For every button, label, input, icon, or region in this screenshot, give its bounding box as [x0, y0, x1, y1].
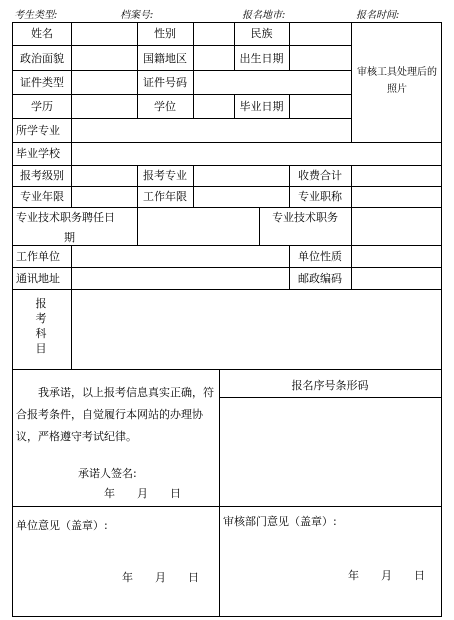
exam-major-label: 报考专业: [143, 169, 187, 182]
major-studied-label: 所学专业: [16, 124, 60, 137]
political-status-label: 政治面貌: [20, 52, 64, 65]
form-right-border: [441, 22, 442, 617]
professional-title-label: 专业职称: [298, 190, 342, 203]
name-label: 姓名: [31, 27, 53, 40]
native-place-label: 国籍地区: [143, 52, 187, 65]
file-number-label: 档案号:: [120, 10, 154, 21]
review-opinion-label: 审核部门意见（盖章）:: [223, 515, 337, 528]
gender-label: 性别: [154, 27, 176, 40]
photo-box-left-border: [351, 22, 352, 142]
pledge-date: 年 月 日: [104, 487, 181, 500]
registration-time-label: 报名时间:: [356, 10, 400, 21]
registration-location-label: 报名地市:: [242, 10, 286, 21]
id-type-label: 证件类型: [20, 76, 64, 89]
exam-level-label: 报考级别: [20, 169, 64, 182]
technical-post-label: 专业技术职务: [272, 211, 338, 224]
unit-opinion-label: 单位意见（盖章）:: [16, 519, 108, 532]
pledge-signature-label: 承诺人签名:: [78, 467, 137, 480]
photo-placeholder: 审核工具处理后的照片: [357, 67, 437, 95]
graduation-date-label: 毕业日期: [239, 100, 284, 113]
unit-nature-label: 单位性质: [298, 250, 342, 263]
candidate-type-label: 考生类型:: [14, 10, 58, 21]
review-opinion-date: 年 月 日: [348, 569, 425, 582]
major-years-label: 专业年限: [20, 190, 64, 203]
graduated-school-label: 毕业学校: [16, 147, 60, 160]
pledge-text: 我承诺，以上报考信息真实正确，符合报考条件，自觉履行本网站的办理协议，严格遵守考试纪律。: [16, 386, 214, 443]
form-bottom-border: [12, 616, 441, 617]
exam-subjects-label: 报 考 科 目: [35, 297, 47, 355]
form-top-border: [12, 22, 441, 23]
postal-code-label: 邮政编码: [298, 272, 342, 285]
address-label: 通讯地址: [16, 272, 60, 285]
form-left-border: [12, 22, 13, 617]
work-years-label: 工作年限: [143, 190, 187, 203]
education-label: 学历: [31, 100, 53, 113]
fee-total-label: 收费合计: [298, 169, 342, 182]
work-unit-label: 工作单位: [16, 250, 60, 263]
id-number-label: 证件号码: [143, 76, 187, 89]
unit-opinion-date: 年 月 日: [122, 571, 199, 584]
appointment-date-label: 专业技术职务聘任日: [16, 211, 115, 224]
birth-date-label: 出生日期: [239, 52, 284, 65]
ethnicity-label: 民族: [250, 27, 273, 40]
barcode-label: 报名序号条形码: [291, 379, 369, 392]
appointment-date-label-end: 期: [64, 231, 75, 244]
degree-label: 学位: [154, 100, 176, 113]
